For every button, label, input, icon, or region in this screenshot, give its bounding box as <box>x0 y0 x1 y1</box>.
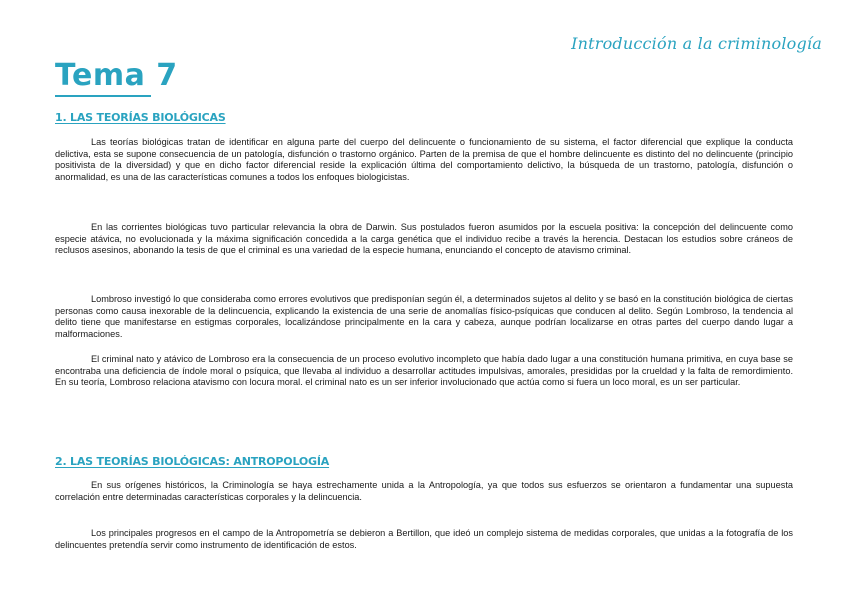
paragraph: Las teorías biológicas tratan de identificar en alguna parte del cuerpo del delincuente o funcionamiento de su sistema, el factor diferencial que explique la conducta delictiva, esta se supone consecuencia de un patología, disfunción o trastorno orgánico. Parten de la premisa de que el hombre delincuente es distinto del no delincuente (principio positivista de la diversidad) y que en dicho factor diferencial reside la explicación última del comportamiento delictivo, la búsqueda de un trastorno, patología, disfunción o anormalidad, es una de las características comunes a todos los enfoques biologicistas. <box>55 137 793 182</box>
paragraph: Los principales progresos en el campo de la Antropometría se debieron a Bertillon, que ideó un complejo sistema de medidas corporales, que unidas a la fotografía de los delincuentes pretendía servir como instrumento de identificación de estos. <box>55 528 793 550</box>
paragraph: El criminal nato y atávico de Lombroso era la consecuencia de un proceso evolutivo incompleto que había dado lugar a una constitución humana primitiva, en cuya base se encontraba una deficiencia de índole moral o psíquica, que llevaba al individuo a desarrollar actitudes impulsivas, amorales, presididas por la crueldad y la falta de remordimiento. En su teoría, Lombroso relaciona atavismo con locura moral. el criminal nato es un ser inferior involucionado que actúa como si fuera un loco moral, es un ser particular. <box>55 354 793 388</box>
running-header: Introducción a la criminología <box>571 34 822 53</box>
paragraph: Lombroso investigó lo que consideraba como errores evolutivos que predisponían según él, a determinados sujetos al delito y se basó en la constitución biológica de ciertas personas como causa inexorable de la delincuencia, explicando la existencia de una serie de anomalías físico-psíquicas que conducen al delito. Según Lombroso, la tendencia al delito tiene que manifestarse en estigmas corporales, localizándose principalmente en la cara y cabeza, aunque podrían localizarse en otras partes del cuerpo dando lugar a malformaciones. <box>55 294 793 339</box>
paragraph: En las corrientes biológicas tuvo particular relevancia la obra de Darwin. Sus postulados fueron asumidos por la escuela positiva: la concepción del delincuente como especie atávica, no evolucionada y la máxima significación concedida a la carga genética que el individuo recibe a través la herencia. Destacan los estudios sobre cráneos de reclusos asesinos, abonando la tesis de que el criminal es una variedad de la especie humana, enunciando el concepto de atavismo criminal. <box>55 222 793 256</box>
section-heading-2: 2. LAS TEORÍAS BIOLÓGICAS: ANTROPOLOGÍA <box>55 455 330 468</box>
paragraph: En sus orígenes históricos, la Criminología se haya estrechamente unida a la Antropología, ya que todos sus esfuerzos se orientaron a fundamentar una supuesta correlación entre determinadas características corporales y la delincuencia. <box>55 480 793 502</box>
section-heading-1: 1. LAS TEORÍAS BIOLÓGICAS <box>55 111 226 124</box>
chapter-title-underline <box>55 95 151 97</box>
chapter-title: Tema 7 <box>55 58 178 93</box>
